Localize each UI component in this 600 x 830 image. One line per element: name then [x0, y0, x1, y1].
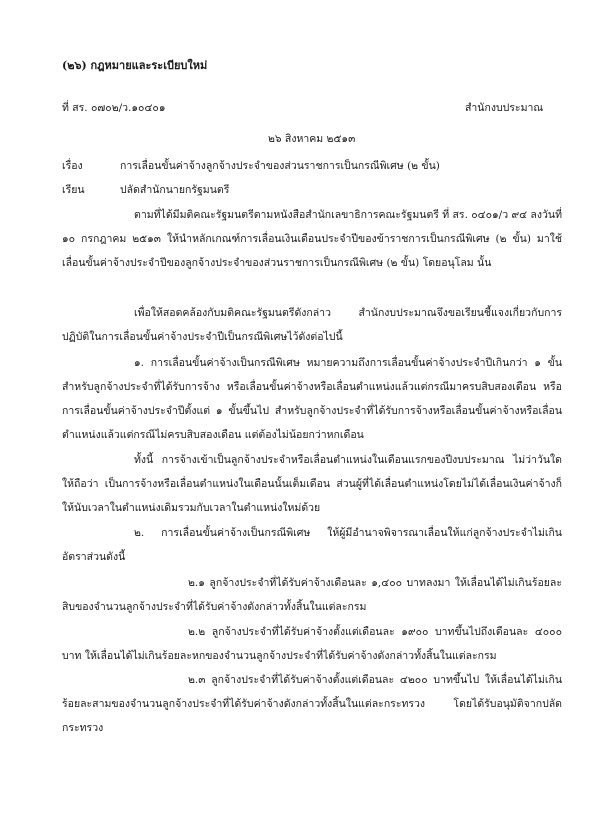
body-paragraph-2: เพื่อให้สอดคล้องกับมติคณะรัฐมนตรีดังกล่าว สำนักงบประมาณจึงขอเรียนชี้แจงเกี่ยวกับการปฏิบัติในการเลื่อนขั้นค่าจ้างประจำปีเป็นกรณีพิเศษไว้ดังต่อไปนี้ [62, 307, 562, 343]
document-date: ๒๖ สิงหาคม ๒๕๑๓ [268, 133, 356, 145]
body-paragraph-3: ๑. การเลื่อนขั้นค่าจ้างเป็นกรณีพิเศษ หมายความถึงการเลื่อนขั้นค่าจ้างประจำปีเกินกว่า ๑ ขั้น สำหรับลูกจ้างประจำที่ได้รับการจ้าง หรือเลื่อนขั้นค่าจ้างหรือเลื่อนตำแหน่งแล้วแต่กรณีมาครบสิบสองเดือน หรือการเลื่อนขั้นค่าจ้างประจำปีตั้งแต่ ๑ ขั้นขึ้นไป สำหรับลูกจ้างประจำที่ได้รับการจ้างหรือเลื่อนขั้นค่าจ้างหรือเลื่อนตำแหน่งแล้วแต่กรณีไม่ครบสิบสองเดือน แต่ต้องไม่น้อยกว่าหกเดือน [62, 357, 562, 441]
body-paragraph-8: ๒.๓ ลูกจ้างประจำที่ได้รับค่าจ้างตั้งแต่เดือนละ ๔๒๐๐ บาทขึ้นไป ให้เลื่อนได้ไม่เกินร้อยละสามของจำนวนลูกจ้างประจำที่ได้รับค่าจ้างดังกล่าวทั้งสิ้นในแต่ละกระทรวง โดยได้รับอนุมัติจากปลัดกระทรวง [62, 674, 562, 734]
document-number: ที่ สร. ๐๗๐๒/ว.๑๐๔๐๑ [62, 102, 166, 114]
body-paragraph-1: ตามที่ได้มีมติคณะรัฐมนตรีตามหนังสือสำนักเลขาธิการคณะรัฐมนตรี ที่ สร. ๐๔๐๑/ว ๙๔ ลงวันที่ ๑๐ กรกฎาคม ๒๕๑๓ ให้นำหลักเกณฑ์การเลื่อนเงินเดือนประจำปีของข้าราชการเป็นกรณีพิเศษ (๒ ขั้น) มาใช้เลื่อนขั้นค่าจ้างประจำปีของลูกจ้างประจำของส่วนราชการเป็นกรณีพิเศษ (๒ ขั้น) โดยอนุโลม นั้น [62, 209, 562, 269]
body-paragraph-4: ทั้งนี้ การจ้างเข้าเป็นลูกจ้างประจำหรือเลื่อนตำแหน่งในเดือนแรกของปีงบประมาณ ไม่ว่าวันใดให้ถือว่า เป็นการจ้างหรือเลื่อนตำแหน่งในเดือนนั้นเต็มเดือน ส่วนผู้ที่ได้เลื่อนตำแหน่งโดยไม่ได้เลื่อนเงินค่าจ้างก็ให้นับเวลาในตำแหน่งเดิมรวมกับเวลาในตำแหน่งใหม่ด้วย [62, 454, 562, 514]
body-paragraph-5: ๒. การเลื่อนขั้นค่าจ้างเป็นกรณีพิเศษ ให้ผู้มีอำนาจพิจารณาเลื่อนให้แก่ลูกจ้างประจำไม่เกินอัตราส่วนดังนี้ [62, 527, 562, 563]
running-head: (๒๖) กฎหมายและระเบียบใหม่ [62, 59, 208, 72]
body-paragraph-6: ๒.๑ ลูกจ้างประจำที่ได้รับค่าจ้างเดือนละ ๑,๔๐๐ บาทลงมา ให้เลื่อนได้ไม่เกินร้อยละสิบของจำนวนลูกจ้างประจำที่ได้รับค่าจ้างดังกล่าวทั้งสิ้นในแต่ละกรม [62, 577, 562, 613]
body-paragraph-7: ๒.๒ ลูกจ้างประจำที่ได้รับค่าจ้างตั้งแต่เดือนละ ๑๙๐๐ บาทขึ้นไปถึงเดือนละ ๔๐๐๐ บาท ให้เลื่อนได้ไม่เกินร้อยละหกของจำนวนลูกจ้างประจำที่ได้รับค่าจ้างดังกล่าวทั้งสิ้นในแต่ละกรม [62, 626, 562, 662]
issuing-office: สำนักงบประมาณ [465, 102, 544, 114]
recipient-text: ปลัดสำนักนายกรัฐมนตรี [120, 184, 230, 196]
recipient-label: เรียน [62, 184, 85, 196]
subject-text: การเลื่อนขั้นค่าจ้างลูกจ้างประจำของส่วนราชการเป็นกรณีพิเศษ (๒ ขั้น) [120, 160, 440, 172]
subject-label: เรื่อง [62, 160, 83, 172]
